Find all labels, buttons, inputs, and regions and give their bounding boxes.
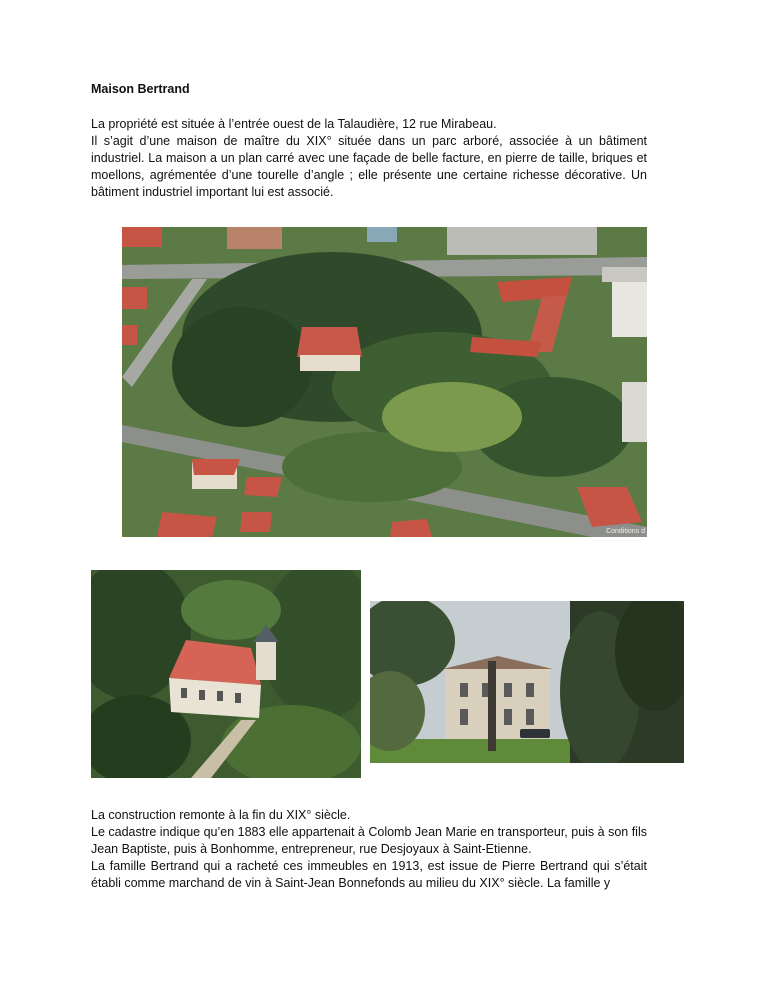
aerial-credit: Conditions d bbox=[606, 528, 645, 535]
house-front-photo bbox=[370, 601, 684, 763]
house-closeup-photo bbox=[91, 570, 361, 778]
family-paragraph bbox=[91, 858, 647, 892]
aerial-photo bbox=[122, 227, 647, 537]
family-text: La famille Bertrand qui a racheté ces immeubles en 1913, est issue de Pierre Bertrand qui s’était établi comme marchand de vin à Saint-Jean Bonnefonds au milieu du XIX° siècle. La famille y bbox=[91, 859, 647, 890]
intro-paragraph bbox=[91, 116, 647, 201]
intro-line-description: Il s’agit d’une maison de maître du XIX° située dans un parc arboré, associée à un bâtiment industriel. La maison a un plan carré avec une façade de belle facture, en pierre de taille, briques et moellons, agrémentée d’une tourelle d’angle ; elle présente une certaine richesse décorative. Un bâtiment industriel important lui est associé. bbox=[91, 134, 647, 199]
page-title: Maison Bertrand bbox=[91, 82, 190, 96]
history-line-cadastre: Le cadastre indique qu’en 1883 elle appartenait à Colomb Jean Marie en transporteur, puis à son fils Jean Baptiste, puis à Bonhomme, entrepreneur, rue Desjoyaux à Saint-Etienne. bbox=[91, 825, 647, 856]
intro-line-location: La propriété est située à l’entrée ouest de la Talaudière, 12 rue Mirabeau. bbox=[91, 117, 497, 131]
history-line-construction: La construction remonte à la fin du XIX° siècle. bbox=[91, 808, 351, 822]
history-paragraph bbox=[91, 807, 647, 858]
